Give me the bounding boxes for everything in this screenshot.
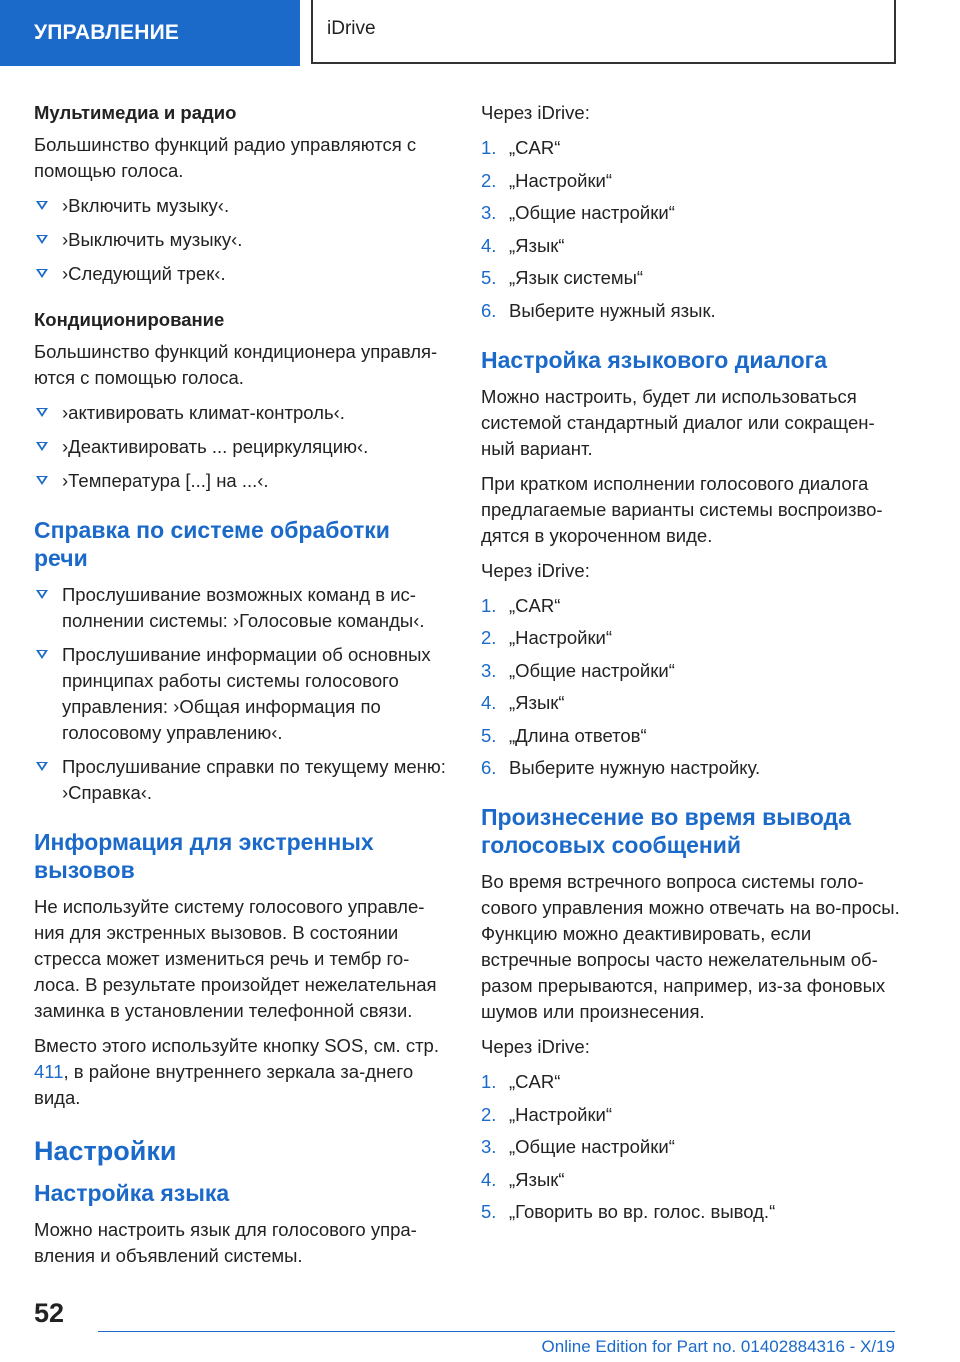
list-item-text: Прослушивание информации об основных принципах работы системы голосового управления: ›Общая информация по голосовому управлению‹. [62, 644, 431, 743]
speak-p1: Во время встречного вопроса системы голо-сового управления можно отвечать на во-просы. Функцию можно деактивировать, если встречные вопросы часто нежелательным об-разом прерываются, например, из-за фоновых шумов или произнесения. [481, 871, 900, 1022]
list-item-text: Прослушивание справки по текущему меню: ›Справка‹. [62, 756, 446, 803]
footer-edition: Online Edition for Part no. 01402884316 - X/19 [541, 1337, 895, 1356]
help-heading: Справка по системе обработки речи [34, 517, 390, 571]
step-number: 1. [481, 594, 497, 616]
list-item [34, 261, 450, 287]
list-item [481, 1167, 901, 1193]
list-item [34, 193, 450, 219]
sos-text-before: Вместо этого используйте кнопку SOS, см. стр. [34, 1035, 439, 1056]
list-item-text: ›Включить музыку‹. [62, 195, 230, 216]
page-link-411[interactable]: 411 [34, 1061, 64, 1082]
list-item [34, 400, 450, 426]
list-item [481, 135, 901, 161]
list-item [481, 233, 901, 259]
emergency-warning: Не используйте систему голосового управле-ния для экстренных вызовов. В состоянии стресса может измениться речь и тембр го-лоса. В результате произойдет нежелательная заминка в установлении телефонной связи. [34, 896, 437, 1021]
step-text: „Общие настройки“ [509, 202, 675, 223]
list-item [481, 755, 901, 781]
dialog-steps [481, 593, 901, 782]
speak-steps [481, 1069, 901, 1225]
bullet-triangle-icon [36, 235, 48, 244]
step-text: Выберите нужный язык. [509, 299, 716, 321]
list-item [481, 200, 901, 226]
list-item [481, 1199, 901, 1225]
step-text: „Говорить во вр. голос. вывод.“ [509, 1201, 776, 1222]
via-idrive-label: Через iDrive: [481, 559, 590, 581]
list-item [34, 468, 450, 494]
bullet-triangle-icon [36, 650, 48, 659]
chapter-label: iDrive [327, 18, 376, 39]
emergency-heading: Информация для экстренных вызовов [34, 829, 374, 883]
climate-list [34, 400, 450, 494]
step-number: 4. [481, 234, 497, 256]
list-item [481, 625, 901, 651]
help-list [34, 582, 450, 806]
list-item [481, 593, 901, 619]
list-item [34, 227, 450, 253]
step-number: 5. [481, 724, 497, 746]
step-number: 6. [481, 757, 497, 778]
footer-divider [98, 1331, 895, 1332]
dialog-heading: Настройка языкового диалога [481, 346, 827, 373]
step-number: 2. [481, 169, 497, 191]
list-item-text: ›Температура [...] на ...‹. [62, 470, 269, 491]
list-item [481, 658, 901, 684]
bullet-triangle-icon [36, 590, 48, 599]
climate-heading: Кондиционирование [34, 309, 225, 330]
step-text: „Язык“ [509, 692, 565, 713]
media-list [34, 193, 450, 287]
step-number: 2. [481, 627, 497, 648]
list-item [481, 298, 901, 324]
list-item-text: ›Выключить музыку‹. [62, 229, 243, 250]
left-column [34, 100, 450, 1278]
step-text: „Длина ответов“ [509, 724, 647, 746]
step-text: „Общие настройки“ [509, 659, 675, 681]
step-number: 2. [481, 1103, 497, 1125]
emergency-sos-note [34, 1033, 450, 1111]
language-intro: Можно настроить язык для голосового упра-вления и объявлений системы. [34, 1219, 417, 1266]
step-number: 4. [481, 692, 497, 713]
step-number: 3. [481, 1136, 497, 1157]
dialog-p2: При кратком исполнении голосового диалога предлагаемые варианты системы воспроизво-дятся в укороченном виде. [481, 472, 883, 546]
step-text: „Настройки“ [509, 627, 613, 648]
step-text: „CAR“ [509, 594, 561, 616]
list-item [34, 642, 450, 746]
list-item [34, 754, 450, 806]
step-text: „CAR“ [509, 137, 561, 158]
list-item [481, 265, 901, 291]
list-item [34, 582, 450, 634]
bullet-triangle-icon [36, 762, 48, 771]
step-number: 5. [481, 267, 497, 288]
step-text: „Язык системы“ [509, 267, 644, 288]
speak-heading: Произнесение во время вывода голосовых сообщений [481, 804, 851, 858]
settings-heading: Настройки [34, 1136, 177, 1166]
list-item [481, 723, 901, 749]
step-text: „Настройки“ [509, 1103, 613, 1125]
bullet-triangle-icon [36, 442, 48, 451]
list-item-text: ›Деактивировать ... рециркуляцию‹. [62, 436, 369, 457]
media-heading: Мультимедиа и радио [34, 102, 237, 123]
via-idrive-label: Через iDrive: [481, 1036, 590, 1057]
dialog-p1: Можно настроить, будет ли использоваться системой стандартный диалог или сокращен-ный вариант. [481, 385, 875, 459]
right-column [481, 100, 901, 1235]
bullet-triangle-icon [36, 408, 48, 417]
step-number: 5. [481, 1201, 497, 1222]
language-heading: Настройка языка [34, 1180, 230, 1206]
bullet-triangle-icon [36, 269, 48, 278]
language-steps [481, 135, 901, 324]
step-number: 3. [481, 202, 497, 223]
list-item-text: ›активировать климат-контроль‹. [62, 402, 345, 423]
step-text: „CAR“ [509, 1071, 561, 1092]
media-intro: Большинство функций радио управляются с помощью голоса. [34, 134, 417, 181]
page-number: 52 [34, 1298, 65, 1328]
via-idrive-label: Через iDrive: [481, 102, 590, 123]
list-item [481, 1102, 901, 1128]
list-item [34, 434, 450, 460]
step-text: „Настройки“ [509, 169, 613, 191]
step-number: 3. [481, 659, 497, 681]
step-text: „Язык“ [509, 1168, 565, 1190]
step-text: „Общие настройки“ [509, 1136, 675, 1157]
sos-text-after: , в районе внутреннего зеркала за-днего вида. [34, 1061, 414, 1108]
step-number: 1. [481, 1071, 497, 1092]
list-item [481, 1069, 901, 1095]
step-text: Выберите нужную настройку. [509, 757, 761, 778]
step-number: 6. [481, 299, 497, 321]
list-item [481, 168, 901, 194]
list-item [481, 1134, 901, 1160]
chapter-title [311, 0, 896, 64]
list-item [481, 690, 901, 716]
step-number: 1. [481, 137, 497, 158]
bullet-triangle-icon [36, 201, 48, 210]
step-text: „Язык“ [509, 234, 565, 256]
list-item-text: Прослушивание возможных команд в ис-полнении системы: ›Голосовые команды‹. [62, 584, 425, 631]
climate-intro: Большинство функций кондиционера управля-ются с помощью голоса. [34, 341, 438, 388]
bullet-triangle-icon [36, 476, 48, 485]
section-tab: УПРАВЛЕНИЕ [0, 0, 300, 66]
list-item-text: ›Следующий трек‹. [62, 263, 226, 284]
step-number: 4. [481, 1168, 497, 1190]
